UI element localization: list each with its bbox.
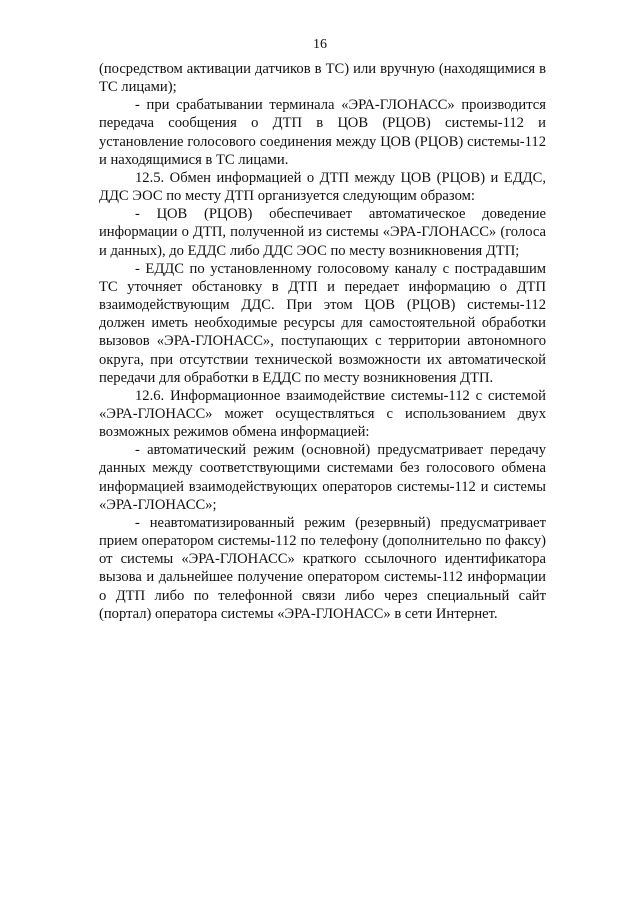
paragraph-continuation: (посредством активации датчиков в ТС) или вручную (находящимися в ТС лицами); (99, 61, 546, 96)
paragraph-12-5: 12.5. Обмен информацией о ДТП между ЦОВ (РЦОВ) и ЕДДС, ДДС ЭОС по месту ДТП организуется следующим образом: (99, 169, 546, 205)
paragraph-cov-auto-delivery: - ЦОВ (РЦОВ) обеспечивает автоматическое доведение информации о ДТП, полученной из системы «ЭРА-ГЛОНАСС» (голоса и данных), до ЕДДС либо ДДС ЭОС по месту возникновения ДТП; (99, 206, 546, 259)
page-number: 16 (313, 37, 327, 52)
paragraph-era-glonass-trigger: - при срабатывании терминала «ЭРА-ГЛОНАСС» производится передача сообщения о ДТП в ЦОВ (РЦОВ) системы-112 и установление голосового соединения между ЦОВ (РЦОВ) системы-112 и находящимися в ТС лицами. (99, 97, 546, 168)
paragraph-auto-mode: - автоматический режим (основной) предусматривает передачу данных между соответствующими системами без голосового обмена информацией взаимодействующих операторов системы-112 и системы «ЭРА-ГЛОНАСС»; (99, 442, 546, 513)
paragraph-12-6: 12.6. Информационное взаимодействие системы-112 с системой «ЭРА-ГЛОНАСС» может осуществляться с использованием двух возможных режимов обмена информацией: (99, 387, 546, 441)
paragraph-edds-voice-channel: - ЕДДС по установленному голосовому каналу с пострадавшим ТС уточняет обстановку в ДТП и передает информацию о ДТП взаимодействующим ДДС. При этом ЦОВ (РЦОВ) системы-112 должен иметь необходимые ресурсы для самостоятельной обработки вызовов «ЭРА-ГЛОНАСС», поступающих с территории автономного округа, при отсутствии технической возможности их автоматической передачи для обработки в ЕДДС по месту возникновения ДТП. (99, 260, 546, 386)
document-body (99, 60, 546, 623)
paragraph-manual-mode: - неавтоматизированный режим (резервный) предусматривает прием оператором системы-112 по телефону (дополнительно по факсу) от системы «ЭРА-ГЛОНАСС» краткого ссылочного идентификатора вызова и дальнейшее получение оператором системы-112 информации о ДТП либо по телефонной связи либо через специальный сайт (портал) оператора системы «ЭРА-ГЛОНАСС» в сети Интернет. (99, 514, 546, 622)
